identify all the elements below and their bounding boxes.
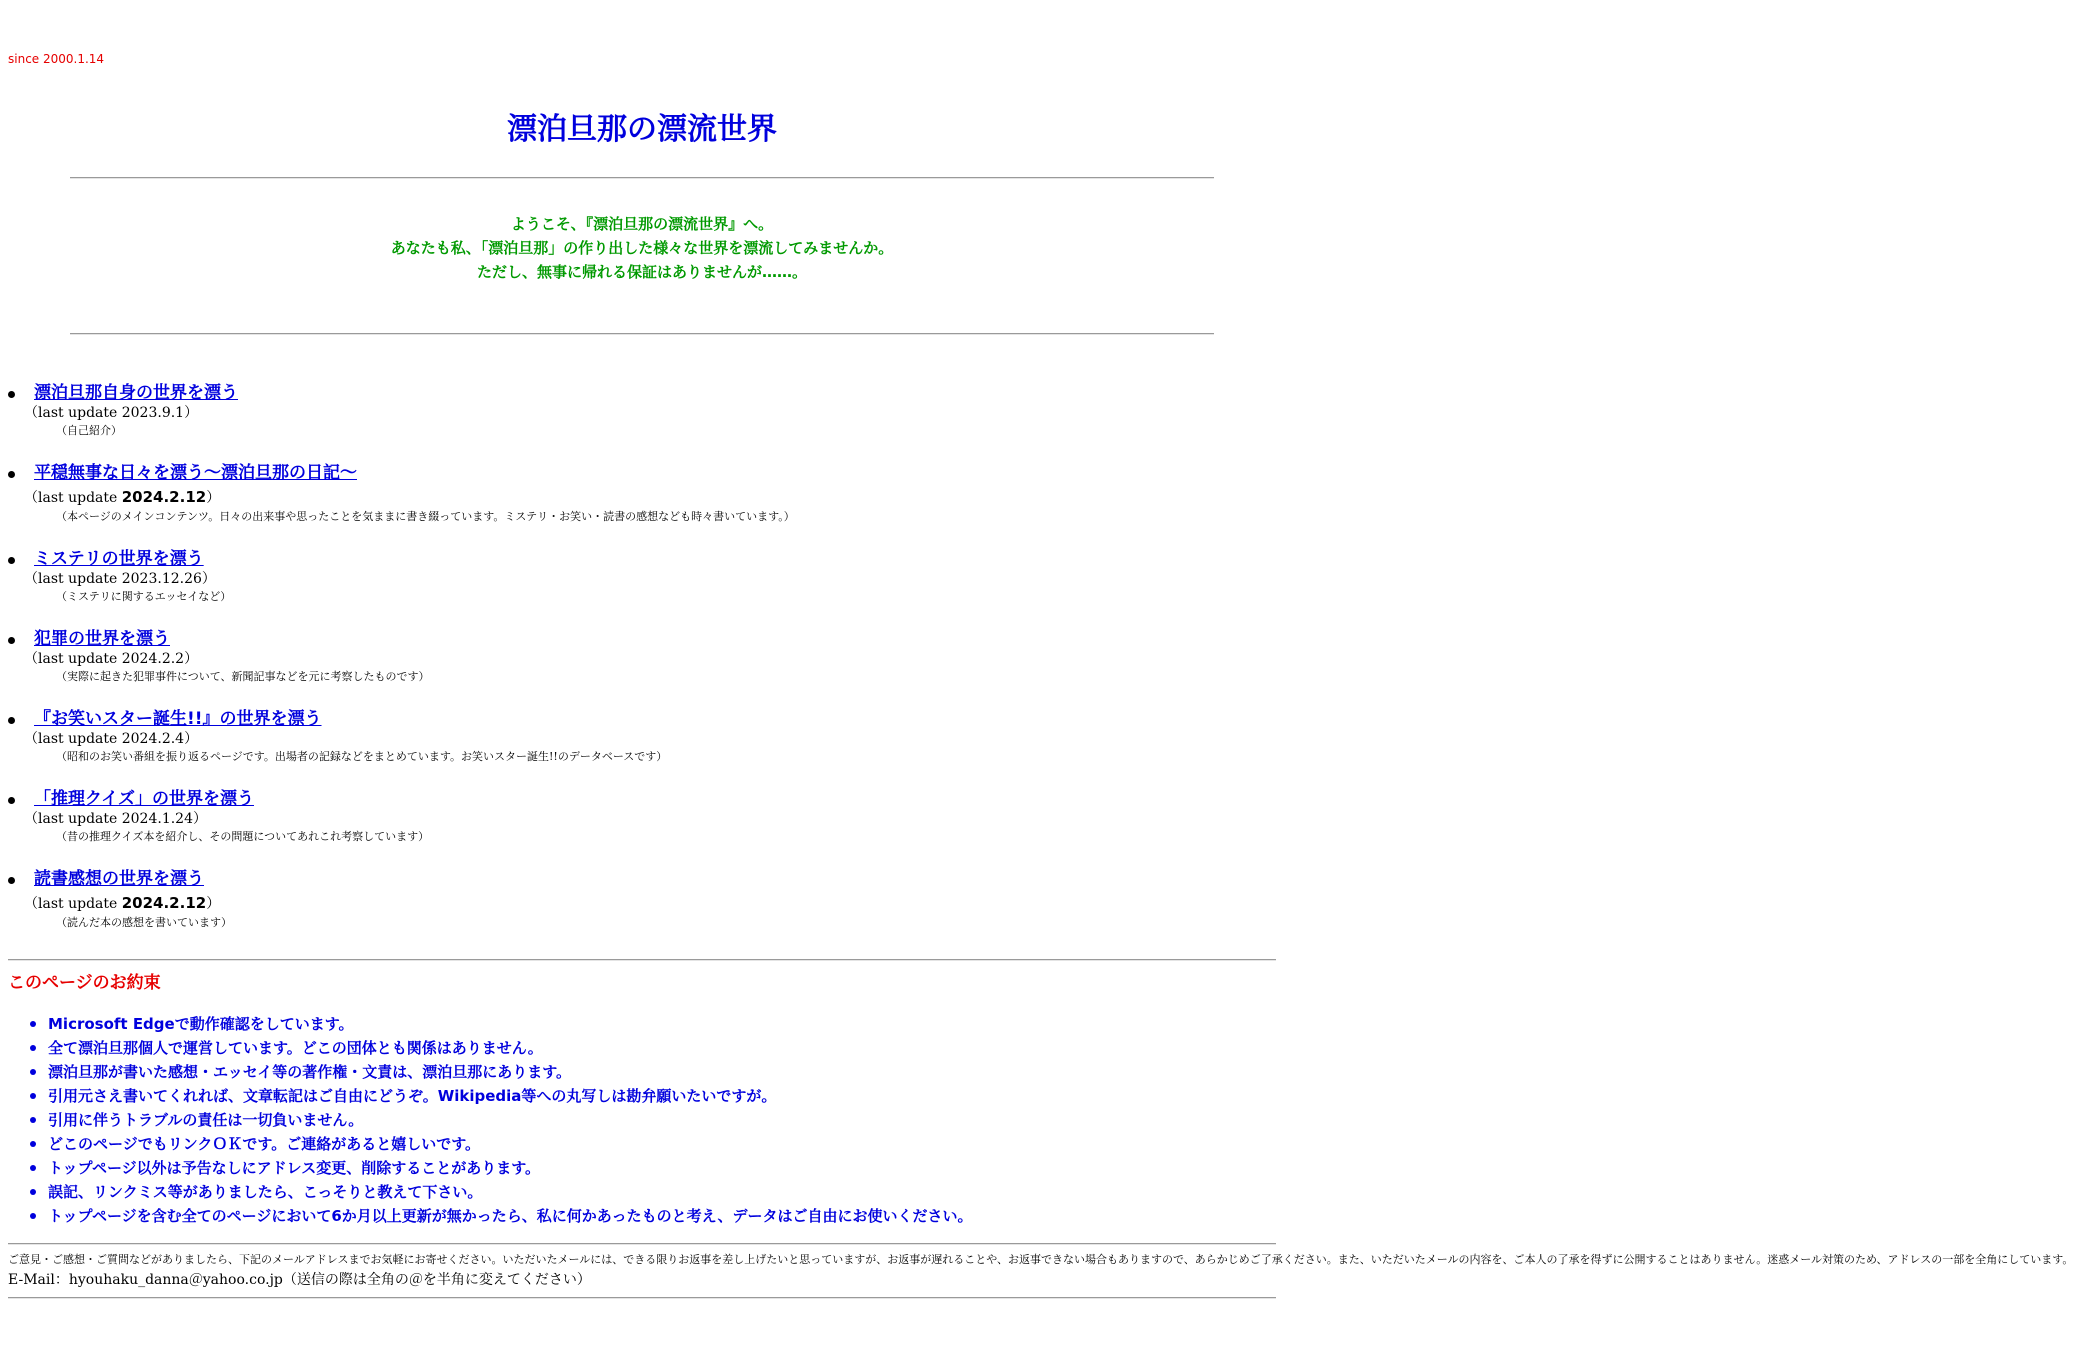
divider [70, 177, 1214, 179]
promise-list [0, 1012, 973, 1228]
divider [8, 1243, 1276, 1245]
promise-item: 引用に伴うトラブルの責任は一切負いません。 [0, 1108, 973, 1132]
menu-description: （昭和のお笑い番組を振り返るページです。出場者の記録などをまとめています。お笑いスター誕生!!のデータベースです） [56, 750, 668, 763]
last-update: （last update 2023.9.1） [24, 405, 199, 421]
menu-description: （実際に起きた犯罪事件について、新聞記事などを元に考察したものです） [56, 670, 430, 683]
bullet-icon [30, 1165, 36, 1171]
bullet-icon [30, 1189, 36, 1195]
bullet-icon [8, 877, 15, 884]
update-date: 2023.9.1 [121, 405, 185, 421]
update-date: 2024.2.4 [121, 731, 185, 747]
bullet-icon [30, 1093, 36, 1099]
divider [8, 1297, 1276, 1299]
bullet-icon [8, 391, 15, 398]
bullet-icon [8, 471, 15, 478]
footer-note: ご意見・ご感想・ご質問などがありましたら、下記のメールアドレスまでお気軽にお寄せください。いただいたメールには、できる限りお返事を差し上げたいと思っていますが、お返事が遅れることや、お返事できない場合もありますので、あらかじめご了承ください。また、いただいたメールの内容を、ご本人の了承を得ずに公開することはありません。迷惑メール対策のため、アドレスの一部を全角にしています。 [8, 1253, 2073, 1266]
menu-description: （自己紹介） [56, 424, 122, 437]
divider [8, 959, 1276, 961]
menu-link-reading[interactable]: 読書感想の世界を漂う [34, 869, 204, 889]
promise-item: 全て漂泊旦那個人で運営しています。どこの団体とも関係はありません。 [0, 1036, 973, 1060]
update-date: 2024.2.2 [121, 651, 185, 667]
menu-link-crime[interactable]: 犯罪の世界を漂う [34, 629, 170, 649]
bullet-icon [8, 637, 15, 644]
bullet-icon [30, 1045, 36, 1051]
promise-item: 誤記、リンクミス等がありましたら、こっそりと教えて下さい。 [0, 1180, 973, 1204]
promise-item: Microsoft Edgeで動作確認をしています。 [0, 1012, 973, 1036]
last-update: （last update 2023.12.26） [24, 571, 216, 587]
bullet-icon [30, 1141, 36, 1147]
menu-description: （読んだ本の感想を書いています） [56, 916, 232, 929]
welcome-line: あなたも私、「漂泊旦那」の作り出した様々な世界を漂流してみませんか。 [390, 239, 894, 257]
menu-link-quiz[interactable]: 「推理クイズ」の世界を漂う [34, 789, 254, 809]
bullet-icon [30, 1117, 36, 1123]
since-date: since 2000.1.14 [8, 52, 105, 66]
page-title: 漂泊旦那の漂流世界 [507, 112, 777, 147]
promise-title: このページのお約束 [8, 973, 161, 993]
menu-description: （本ページのメインコンテンツ。日々の出来事や思ったことを気ままに書き綴っています。ミステリ・お笑い・読書の感想なども時々書いています。） [56, 510, 795, 523]
last-update: （last update 2024.2.4） [24, 731, 199, 747]
last-update: （last update 2024.2.12） [24, 894, 221, 912]
bullet-icon [8, 797, 15, 804]
bullet-icon [8, 717, 15, 724]
menu-link-diary[interactable]: 平穏無事な日々を漂う～漂泊旦那の日記～ [34, 463, 357, 483]
update-date: 2024.2.12 [121, 894, 207, 912]
menu-link-owarai[interactable]: 『お笑いスター誕生!!』の世界を漂う [34, 709, 322, 729]
menu-description: （ミステリに関するエッセイなど） [56, 590, 232, 603]
promise-item: 引用元さえ書いてくれれば、文章転記はご自由にどうぞ。Wikipedia等への丸写しは勘弁願いたいですが。 [0, 1084, 973, 1108]
promise-item: 漂泊旦那が書いた感想・エッセイ等の著作権・文責は、漂泊旦那にあります。 [0, 1060, 973, 1084]
last-update: （last update 2024.2.12） [24, 488, 221, 506]
bullet-icon [8, 557, 15, 564]
promise-item: トップページを含む全てのページにおいて6か月以上更新が無かったら、私に何かあったものと考え、データはご自由にお使いください。 [0, 1204, 973, 1228]
welcome-message [0, 212, 1284, 284]
menu-link-profile[interactable]: 漂泊旦那自身の世界を漂う [34, 383, 238, 403]
promise-item: どこのページでもリンクＯＫです。ご連絡があると嬉しいです。 [0, 1132, 973, 1156]
promise-item: トップページ以外は予告なしにアドレス変更、削除することがあります。 [0, 1156, 973, 1180]
last-update: （last update 2024.2.2） [24, 651, 199, 667]
email-address: E-Mail：hyouhaku_danna＠yahoo.co.jp（送信の際は全角の＠を半角に変えてください） [8, 1272, 591, 1288]
welcome-line: ただし、無事に帰れる保証はありませんが……。 [476, 263, 807, 281]
welcome-line: ようこそ、『漂泊旦那の漂流世界』へ。 [510, 215, 774, 233]
update-date: 2024.1.24 [121, 811, 193, 827]
bullet-icon [30, 1213, 36, 1219]
bullet-icon [30, 1069, 36, 1075]
menu-description: （昔の推理クイズ本を紹介し、その問題についてあれこれ考察しています） [56, 830, 430, 843]
update-date: 2024.2.12 [121, 488, 207, 506]
update-date: 2023.12.26 [121, 571, 202, 587]
menu-link-mystery[interactable]: ミステリの世界を漂う [34, 549, 204, 569]
bullet-icon [30, 1021, 36, 1027]
last-update: （last update 2024.1.24） [24, 811, 207, 827]
divider [70, 333, 1214, 335]
